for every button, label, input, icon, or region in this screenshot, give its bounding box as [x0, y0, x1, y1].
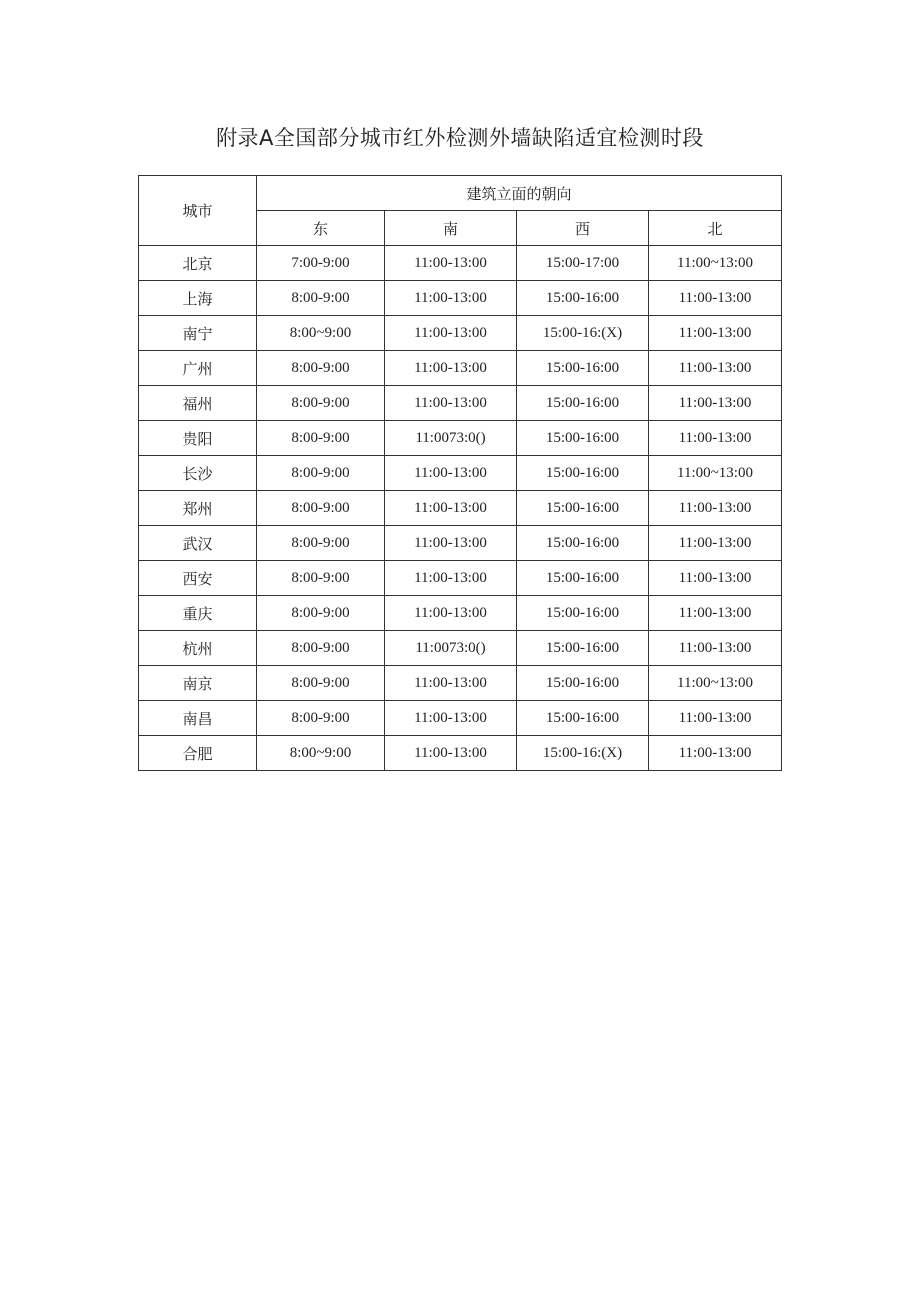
table-row — [139, 351, 782, 386]
table-row — [139, 526, 782, 561]
time-cell-south: 11:00-13:00 — [385, 736, 517, 771]
city-cell: 西安 — [139, 561, 257, 596]
time-cell-north: 11:00-13:00 — [649, 526, 782, 561]
time-cell-west: 15:00-16:00 — [517, 386, 649, 421]
city-cell: 广州 — [139, 351, 257, 386]
time-cell-north: 11:00-13:00 — [649, 491, 782, 526]
time-cell-south: 11:00-13:00 — [385, 316, 517, 351]
table-row — [139, 701, 782, 736]
time-cell-south: 11:00-13:00 — [385, 281, 517, 316]
time-cell-west: 15:00-17:00 — [517, 246, 649, 281]
city-cell: 北京 — [139, 246, 257, 281]
time-cell-west: 15:00-16:(X) — [517, 736, 649, 771]
table-row — [139, 561, 782, 596]
time-cell-west: 15:00-16:00 — [517, 666, 649, 701]
time-cell-south: 11:00-13:00 — [385, 561, 517, 596]
time-cell-south: 11:0073:0() — [385, 421, 517, 456]
time-cell-west: 15:00-16:00 — [517, 526, 649, 561]
time-cell-south: 11:00-13:00 — [385, 596, 517, 631]
city-column-header: 城市 — [139, 176, 257, 246]
time-cell-south: 11:00-13:00 — [385, 701, 517, 736]
city-cell: 南宁 — [139, 316, 257, 351]
table-row — [139, 456, 782, 491]
time-cell-west: 15:00-16:00 — [517, 596, 649, 631]
table-header-row — [139, 176, 782, 211]
time-cell-east: 8:00-9:00 — [257, 491, 385, 526]
city-cell: 武汉 — [139, 526, 257, 561]
time-cell-west: 15:00-16:00 — [517, 561, 649, 596]
time-cell-south: 11:0073:0() — [385, 631, 517, 666]
direction-header-west: 西 — [517, 211, 649, 246]
city-cell: 福州 — [139, 386, 257, 421]
time-cell-north: 11:00-13:00 — [649, 736, 782, 771]
time-cell-west: 15:00-16:00 — [517, 281, 649, 316]
city-cell: 杭州 — [139, 631, 257, 666]
direction-header-north: 北 — [649, 211, 782, 246]
time-cell-north: 11:00-13:00 — [649, 561, 782, 596]
time-cell-west: 15:00-16:00 — [517, 631, 649, 666]
table-row — [139, 246, 782, 281]
city-cell: 南昌 — [139, 701, 257, 736]
time-cell-east: 8:00-9:00 — [257, 351, 385, 386]
time-cell-north: 11:00-13:00 — [649, 701, 782, 736]
time-cell-west: 15:00-16:(X) — [517, 316, 649, 351]
time-cell-east: 8:00-9:00 — [257, 421, 385, 456]
detection-time-table — [138, 175, 782, 771]
time-cell-south: 11:00-13:00 — [385, 666, 517, 701]
time-cell-east: 8:00-9:00 — [257, 561, 385, 596]
table-row — [139, 316, 782, 351]
time-cell-east: 8:00~9:00 — [257, 736, 385, 771]
time-cell-west: 15:00-16:00 — [517, 351, 649, 386]
orientation-group-header: 建筑立面的朝向 — [257, 176, 782, 211]
time-cell-north: 11:00-13:00 — [649, 596, 782, 631]
time-cell-south: 11:00-13:00 — [385, 526, 517, 561]
city-cell: 合肥 — [139, 736, 257, 771]
city-cell: 南京 — [139, 666, 257, 701]
time-cell-south: 11:00-13:00 — [385, 386, 517, 421]
table-row — [139, 386, 782, 421]
time-cell-east: 8:00-9:00 — [257, 456, 385, 491]
time-cell-east: 8:00-9:00 — [257, 631, 385, 666]
time-cell-north: 11:00~13:00 — [649, 666, 782, 701]
table-row — [139, 596, 782, 631]
time-cell-east: 8:00~9:00 — [257, 316, 385, 351]
city-cell: 贵阳 — [139, 421, 257, 456]
time-cell-west: 15:00-16:00 — [517, 491, 649, 526]
time-cell-east: 7:00-9:00 — [257, 246, 385, 281]
time-cell-east: 8:00-9:00 — [257, 701, 385, 736]
time-cell-east: 8:00-9:00 — [257, 281, 385, 316]
table-row — [139, 421, 782, 456]
time-cell-north: 11:00-13:00 — [649, 631, 782, 666]
time-cell-south: 11:00-13:00 — [385, 351, 517, 386]
table-body — [139, 246, 782, 771]
time-cell-east: 8:00-9:00 — [257, 596, 385, 631]
time-cell-north: 11:00-13:00 — [649, 421, 782, 456]
table-row — [139, 491, 782, 526]
time-cell-north: 11:00~13:00 — [649, 246, 782, 281]
time-cell-west: 15:00-16:00 — [517, 701, 649, 736]
table-row — [139, 666, 782, 701]
time-cell-south: 11:00-13:00 — [385, 491, 517, 526]
table-row — [139, 631, 782, 666]
time-cell-north: 11:00-13:00 — [649, 351, 782, 386]
time-cell-west: 15:00-16:00 — [517, 456, 649, 491]
time-cell-north: 11:00~13:00 — [649, 456, 782, 491]
direction-header-south: 南 — [385, 211, 517, 246]
time-cell-north: 11:00-13:00 — [649, 316, 782, 351]
city-cell: 上海 — [139, 281, 257, 316]
time-cell-north: 11:00-13:00 — [649, 386, 782, 421]
time-cell-north: 11:00-13:00 — [649, 281, 782, 316]
time-cell-east: 8:00-9:00 — [257, 386, 385, 421]
table-row — [139, 281, 782, 316]
city-cell: 重庆 — [139, 596, 257, 631]
time-cell-east: 8:00-9:00 — [257, 666, 385, 701]
time-cell-west: 15:00-16:00 — [517, 421, 649, 456]
time-cell-south: 11:00-13:00 — [385, 246, 517, 281]
city-cell: 郑州 — [139, 491, 257, 526]
time-cell-east: 8:00-9:00 — [257, 526, 385, 561]
table-row — [139, 736, 782, 771]
time-cell-south: 11:00-13:00 — [385, 456, 517, 491]
city-cell: 长沙 — [139, 456, 257, 491]
page-title: 附录A全国部分城市红外检测外墙缺陷适宜检测时段 — [216, 126, 704, 150]
direction-header-east: 东 — [257, 211, 385, 246]
